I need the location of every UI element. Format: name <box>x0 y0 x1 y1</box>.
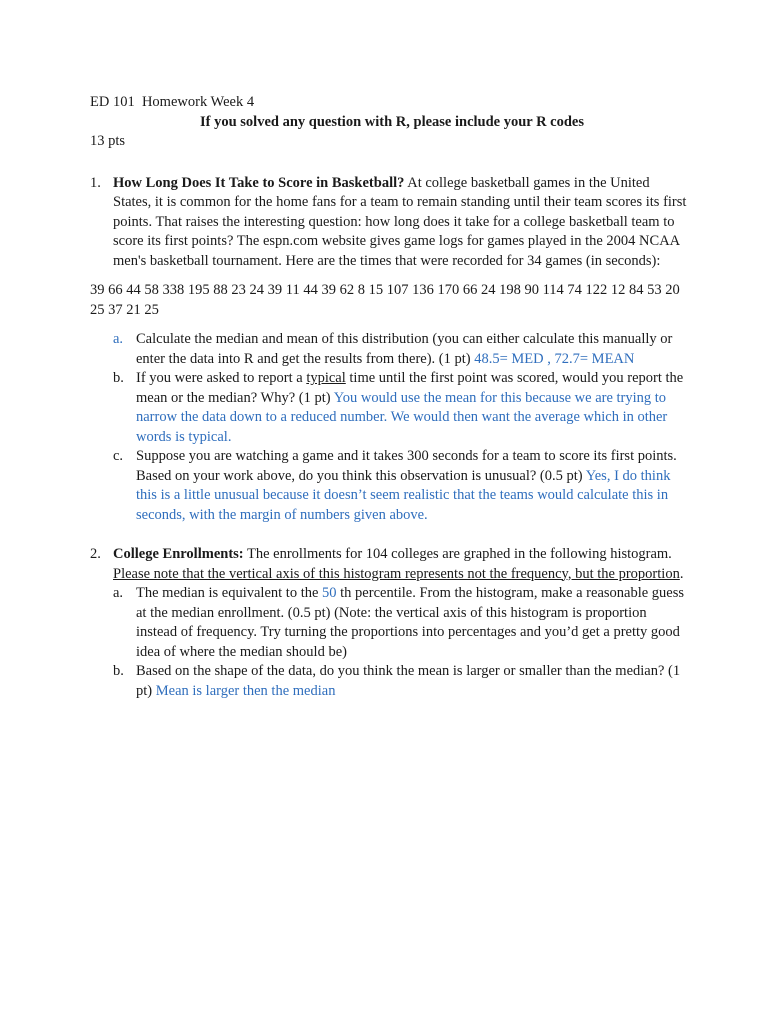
question-1b-text-before: If you were asked to report a <box>136 370 303 386</box>
question-1b-letter: b. <box>113 370 124 386</box>
question-2a-letter: a. <box>113 585 124 601</box>
question-1b-text-after: time until the first point was scored, would you report the mean or the median? Why? (1 pt) <box>136 370 684 406</box>
total-points: 13 pts <box>90 133 126 149</box>
basketball-times-data: 39 66 44 58 338 195 88 23 24 39 11 44 39 62 8 15 107 136 170 66 24 198 90 114 74 122 12 84 53 20 25 37 21 25 <box>90 282 680 318</box>
question-2-body: The enrollments for 104 colleges are graphed in the following histogram. <box>247 546 672 562</box>
question-1c <box>90 447 690 525</box>
r-code-instruction: If you solved any question with R, please include your R codes <box>199 113 585 130</box>
question-2b <box>90 662 690 701</box>
question-2a-text-after: th percentile. From the histogram, make a reasonable guess at the median enrollment. (0.5 pt) (Note: the vertical axis of this histogram is proportion instead of frequency. Try turning the proportions into percentages and you’d get a pretty good idea of where the median should be) <box>136 585 685 660</box>
homework-page <box>90 93 690 701</box>
question-1b <box>90 369 690 447</box>
question-1-number: 1. <box>90 174 101 191</box>
question-2b-letter: b. <box>113 663 124 679</box>
question-2a <box>90 584 690 662</box>
question-1-body: At college basketball games in the United States, it is common for the home fans for a team to remain standing until their team scores its first points. That raises the interesting question: how long does it take for a college basketball team to score its first points? The espn.com website gives game logs for games played in the 2004 NCAA men's basketball tournament. Here are the times that were recorded for 34 games (in seconds): <box>113 174 687 269</box>
question-1a-text: Calculate the median and mean of this distribution (you can either calculate this manually or enter the data into R and get the results from there). (1 pt) <box>136 331 673 367</box>
question-2 <box>90 545 690 584</box>
question-1-title: How Long Does It Take to Score in Basketball? <box>113 174 405 191</box>
question-2a-text-before: The median is equivalent to the <box>136 585 319 601</box>
question-2b-text: Based on the shape of the data, do you think the mean is larger or smaller than the median? (1 pt) <box>136 663 681 699</box>
question-1c-text: Suppose you are watching a game and it takes 300 seconds for a team to score its first points. Based on your work above, do you think this observation is unusual? (0.5 pt) <box>136 448 677 484</box>
question-1a <box>90 330 690 369</box>
question-1c-letter: c. <box>113 448 124 464</box>
question-2-title: College Enrollments: <box>113 546 244 562</box>
question-2b-answer: Mean is larger then the median <box>155 682 336 699</box>
question-1c-answer: Yes, I do think this is a little unusual because it doesn’t seem realistic that the teams would calculate this in seconds, with the margin of numbers given above. <box>136 467 671 523</box>
question-1a-letter: a. <box>113 331 124 347</box>
question-2-note-end: . <box>679 565 684 582</box>
course-title: ED 101 Homework Week 4 <box>90 94 255 110</box>
question-1b-underlined: typical <box>306 370 346 386</box>
question-1 <box>90 174 690 272</box>
question-2-note: Please note that the vertical axis of this histogram represents not the frequency, but the proportion <box>113 565 680 582</box>
question-2-number: 2. <box>90 546 101 562</box>
question-2a-answer: 50 <box>322 585 337 601</box>
question-1b-answer: You would use the mean for this because we are trying to narrow the data down to a reduced number. We would then want the average which in other words is typical. <box>136 389 668 445</box>
question-1a-answer: 48.5= MED , 72.7= MEAN <box>474 350 635 367</box>
